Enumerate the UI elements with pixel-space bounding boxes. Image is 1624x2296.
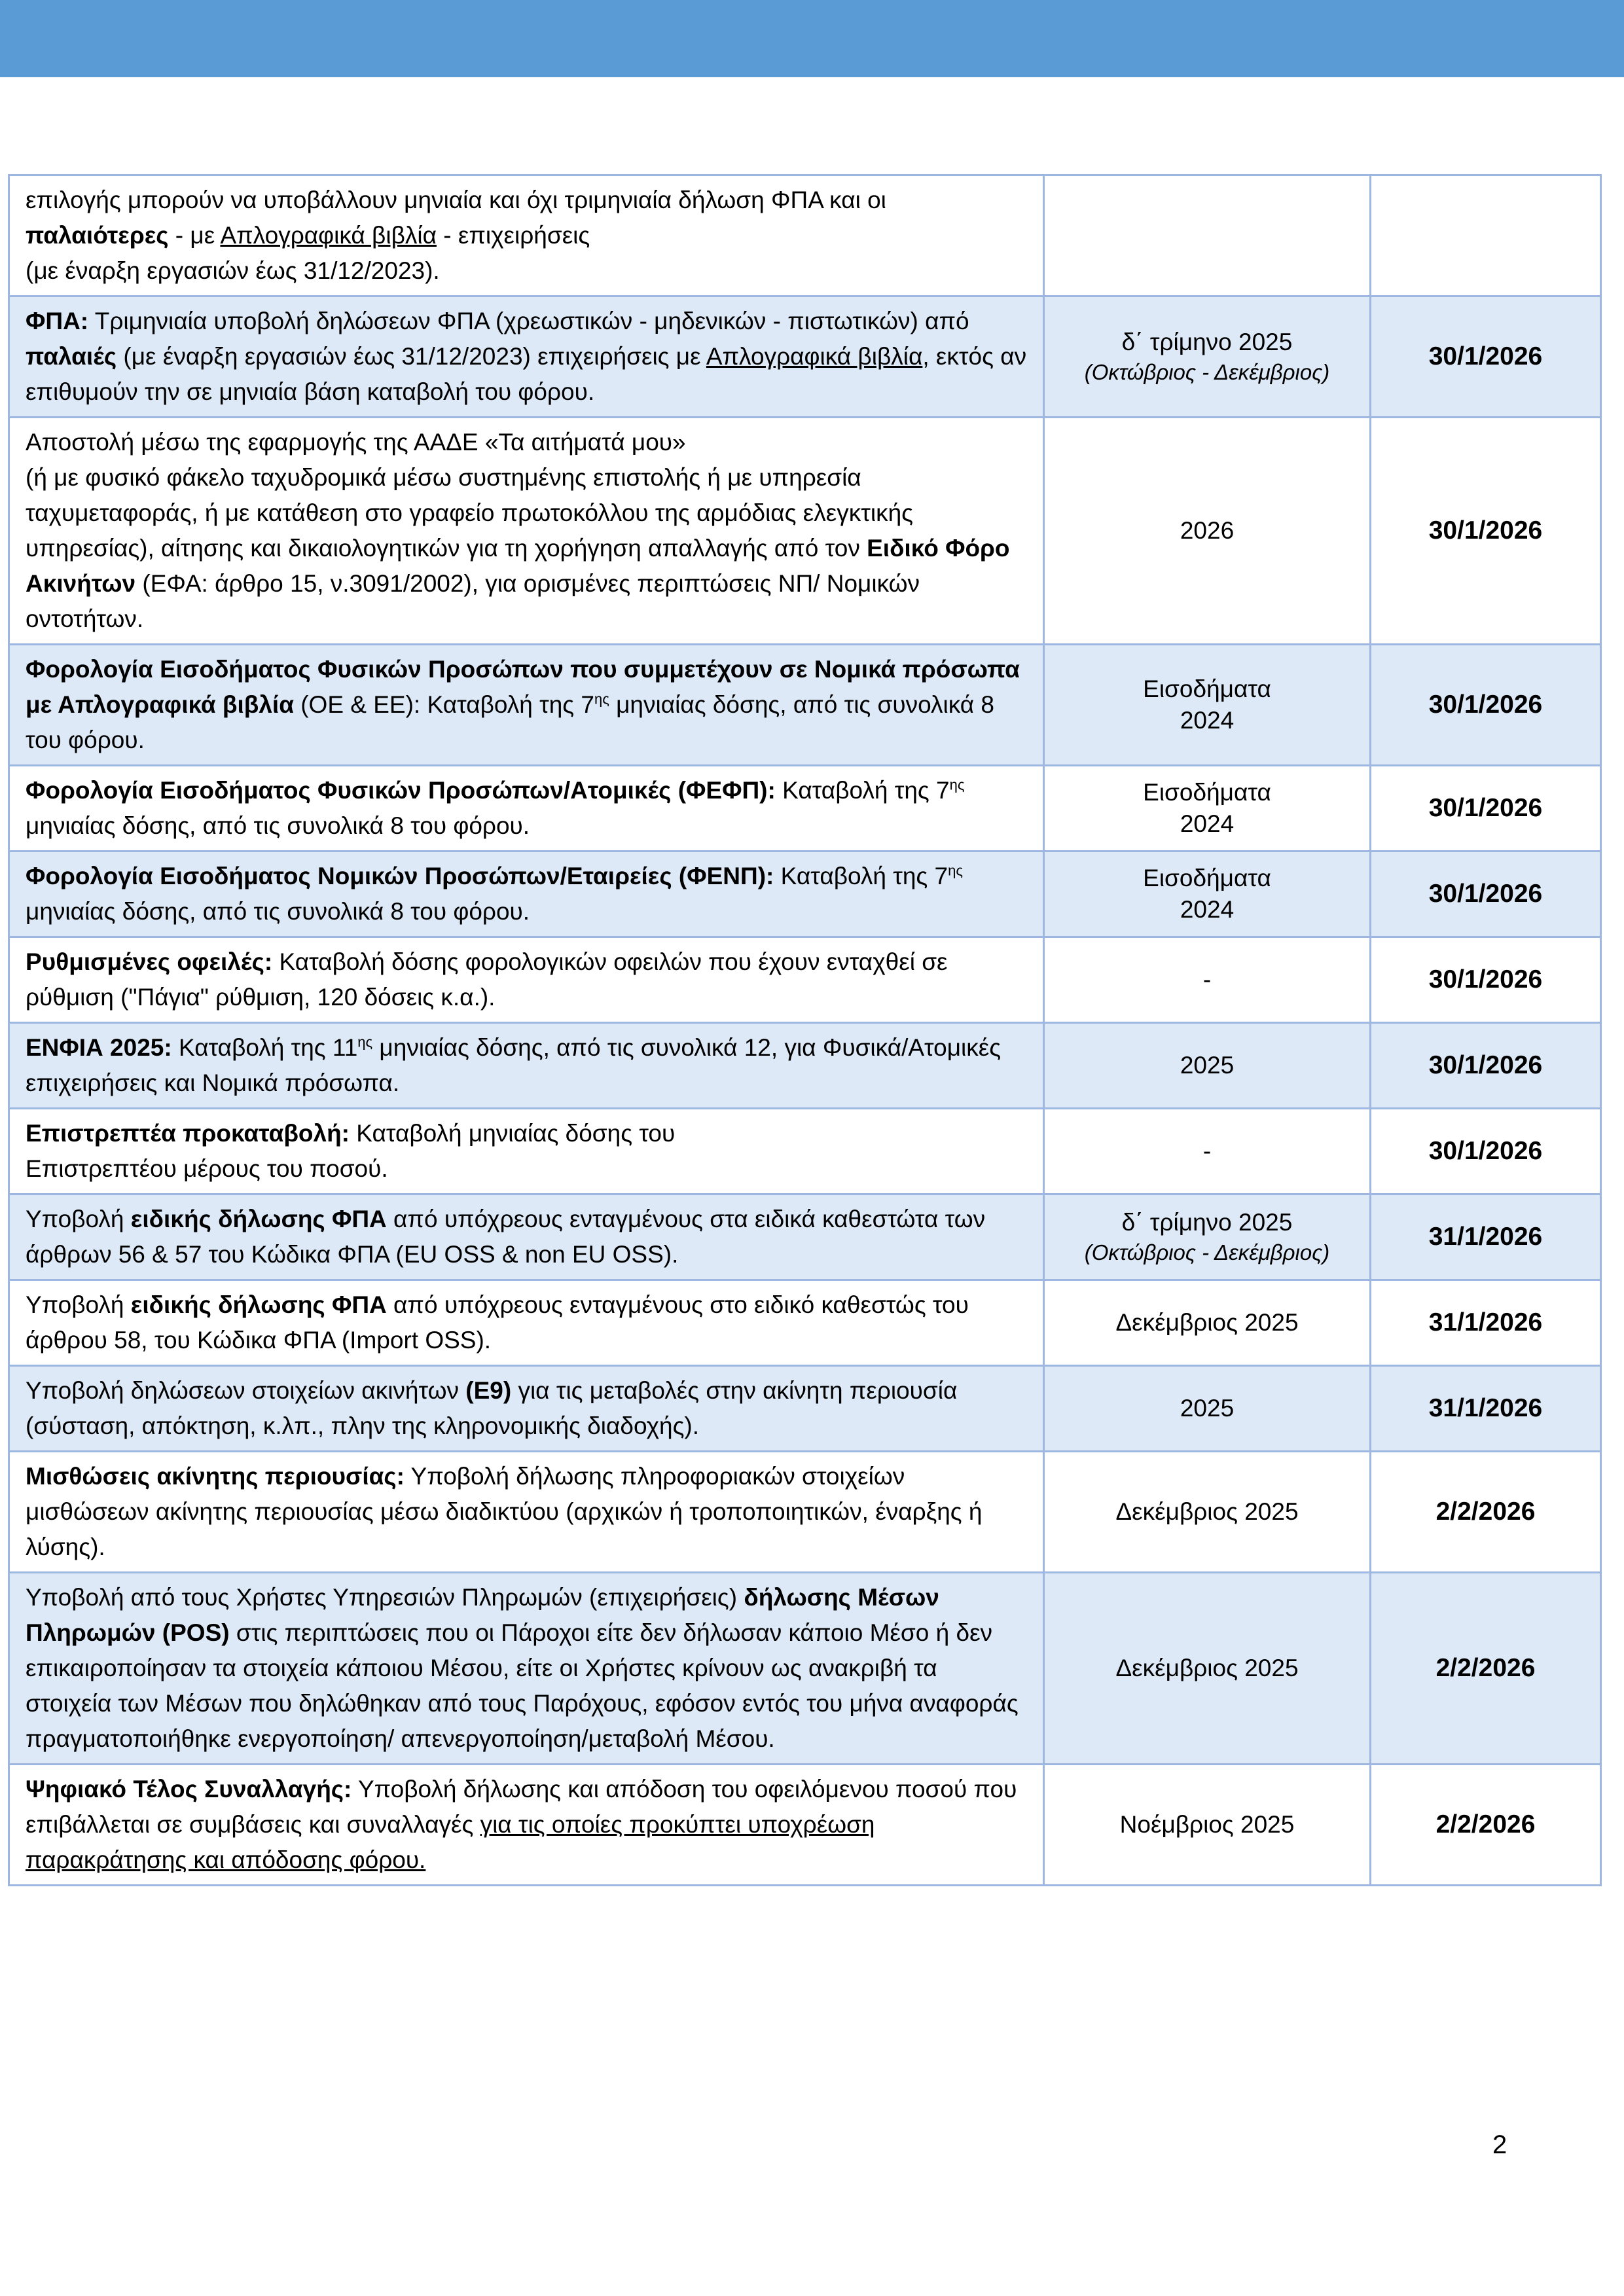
reference-period (1044, 1109, 1371, 1194)
table-row (9, 1573, 1601, 1765)
obligation-description (9, 1109, 1044, 1194)
ordinal-suffix: ης (948, 862, 963, 879)
period-label: - (1202, 966, 1212, 993)
bold-text: Ρυθμισμένες οφειλές: (26, 948, 273, 975)
text-segment: μηνιαίας δόσης, από τις συνολικά 8 του φόρου. (26, 898, 530, 925)
period-label: Νοέμβριος 2025 (1119, 1811, 1295, 1838)
reference-period (1044, 1366, 1371, 1452)
underlined-text: Απλογραφικά βιβλία (220, 222, 437, 249)
table-row (9, 1765, 1601, 1886)
obligation-description (9, 1366, 1044, 1452)
text-segment: Υποβολή δήλωσης και απόδοση του οφειλόμενου ποσού που επιβάλλεται σε συμβάσεις και συναλλαγές (26, 1776, 1017, 1838)
table-row (9, 1452, 1601, 1573)
table-row (9, 1280, 1601, 1366)
bold-text: Φορολογία Εισοδήματος Φυσικών Προσώπων/Ατομικές (ΦΕΦΠ): (26, 777, 776, 804)
bold-text: δήλωσης Μέσων Πληρωμών (POS) (26, 1584, 939, 1646)
text-segment: μηνιαίας δόσης, από τις συνολικά 8 του φόρου. (26, 812, 530, 839)
bold-text: Ειδικό Φόρο Ακινήτων (26, 535, 1010, 597)
text-segment: - επιχειρήσεις (436, 222, 590, 249)
obligation-description (9, 1194, 1044, 1280)
ordinal-suffix: ης (357, 1033, 373, 1050)
underlined-text: για τις οποίες προκύπτει υποχρέωση παρακράτησης και απόδοσης φόρου. (26, 1811, 875, 1873)
text-segment: , εκτός αν επιθυμούν την σε μηνιαία βάση καταβολή του φόρου. (26, 343, 1027, 405)
bold-text: Ψηφιακό Τέλος Συναλλαγής: (26, 1776, 352, 1803)
bold-text: ειδικής δήλωσης ΦΠΑ (130, 1291, 387, 1318)
text-segment: μηνιαίας δόσης, από τις συνολικά 8 του φόρου. (26, 691, 994, 753)
period-label: Δεκέμβριος 2025 (1115, 1309, 1299, 1336)
due-date: 31/1/2026 (1371, 1194, 1601, 1280)
bold-text: ειδικής δήλωσης ΦΠΑ (130, 1206, 387, 1232)
reference-period (1044, 1765, 1371, 1886)
period-label: δ΄ τρίμηνο 2025 (1121, 1209, 1293, 1236)
table-row (9, 1023, 1601, 1109)
text-segment: Υποβολή δήλωσης πληροφοριακών στοιχείων μισθώσεων ακίνητης περιουσίας μέσω διαδικτύου (αρχικών ή τροποποιητικών, έναρξης ή λύσης). (26, 1463, 983, 1560)
bold-text: παλαιότερες (26, 222, 169, 249)
text-segment: Επιστρεπτέου μέρους του ποσού. (26, 1155, 388, 1182)
obligation-description (9, 645, 1044, 766)
table-row (9, 418, 1601, 645)
obligation-description (9, 296, 1044, 418)
reference-period (1044, 937, 1371, 1023)
text-segment: Υποβολή από τους Χρήστες Υπηρεσιών Πληρωμών (επιχειρήσεις) (26, 1584, 744, 1611)
bold-text: (Ε9) (465, 1377, 512, 1404)
ordinal-suffix: ης (949, 776, 965, 793)
obligation-description (9, 418, 1044, 645)
underlined-text: Απλογραφικά βιβλία (706, 343, 923, 370)
reference-period (1044, 645, 1371, 766)
reference-period (1044, 296, 1371, 418)
text-segment: Καταβολή της 7 (774, 863, 948, 889)
text-segment: - με (168, 222, 221, 249)
period-label: Δεκέμβριος 2025 (1115, 1655, 1299, 1681)
table-row (9, 1366, 1601, 1452)
due-date: 2/2/2026 (1371, 1765, 1601, 1886)
bold-text: Μισθώσεις ακίνητης περιουσίας: (26, 1463, 405, 1490)
bold-text: ΦΠΑ: (26, 308, 89, 334)
obligation-description (9, 1452, 1044, 1573)
reference-period (1044, 175, 1371, 296)
text-segment: (ΕΦΑ: άρθρο 15, ν.3091/2002), για ορισμένες περιπτώσεις ΝΠ/ Νομικών οντοτήτων. (26, 570, 920, 632)
text-segment: Αποστολή μέσω της εφαρμογής της ΑΑΔΕ «Τα αιτήματά μου» (26, 429, 686, 456)
table-row (9, 852, 1601, 937)
due-date: 31/1/2026 (1371, 1280, 1601, 1366)
due-date: 30/1/2026 (1371, 937, 1601, 1023)
bold-text: Επιστρεπτέα προκαταβολή: (26, 1120, 350, 1147)
text-segment: Καταβολή μηνιαίας δόσης του (350, 1120, 676, 1147)
obligation-description (9, 766, 1044, 852)
reference-period (1044, 418, 1371, 645)
table-row (9, 1109, 1601, 1194)
text-segment: (με έναρξη εργασιών έως 31/12/2023) επιχειρήσεις με (117, 343, 706, 370)
obligation-description (9, 937, 1044, 1023)
text-segment (706, 343, 923, 370)
period-months: (Οκτώβριος - Δεκέμβριος) (1084, 360, 1330, 384)
header-band (0, 0, 1624, 77)
period-label: Δεκέμβριος 2025 (1115, 1498, 1299, 1525)
period-label: 2025 (1180, 1395, 1235, 1422)
reference-period (1044, 852, 1371, 937)
text-segment: μηνιαίας δόσης, από τις συνολικά 12, για Φυσικά/Ατομικές επιχειρήσεις και Νομικά πρόσωπα. (26, 1034, 1001, 1096)
due-date: 30/1/2026 (1371, 645, 1601, 766)
due-date: 30/1/2026 (1371, 1109, 1601, 1194)
bold-text: ΕΝΦΙΑ 2025: (26, 1034, 172, 1061)
reference-period (1044, 1452, 1371, 1573)
obligation-description (9, 1765, 1044, 1886)
due-date: 31/1/2026 (1371, 1366, 1601, 1452)
period-label: 2025 (1180, 1052, 1235, 1079)
text-segment: Καταβολή της 11 (171, 1034, 358, 1061)
due-date: 2/2/2026 (1371, 1452, 1601, 1573)
period-months: (Οκτώβριος - Δεκέμβριος) (1084, 1240, 1330, 1265)
period-label: Εισοδήματα 2024 (1143, 779, 1271, 837)
bold-text: παλαιές (26, 343, 117, 370)
table-row (9, 1194, 1601, 1280)
due-date: 30/1/2026 (1371, 1023, 1601, 1109)
text-segment: Καταβολή δόσης φορολογικών οφειλών που έχουν ενταχθεί σε ρύθμιση ("Πάγια" ρύθμιση, 120 δόσεις κ.α.). (26, 948, 948, 1011)
due-date: 30/1/2026 (1371, 296, 1601, 418)
table-row (9, 296, 1601, 418)
page-number: 2 (1492, 2130, 1507, 2159)
due-date: 30/1/2026 (1371, 766, 1601, 852)
text-segment: στις περιπτώσεις που οι Πάροχοι είτε δεν δήλωσαν κάποιο Μέσο ή δεν επικαιροποίησαν τα στοιχεία κάποιου Μέσου, είτε οι Χρήστες κρίνουν ως ανακριβή τα στοιχεία των Μέσων που δηλώθηκαν από τους Παρόχους, εφόσον εντός του μήνα αναφοράς πραγματοποιήθηκε ενεργοποίηση/ απενεργοποίηση/μεταβολή Μέσου. (26, 1619, 1019, 1752)
due-date: 30/1/2026 (1371, 852, 1601, 937)
reference-period (1044, 1023, 1371, 1109)
ordinal-suffix: ης (594, 691, 609, 708)
period-label: δ΄ τρίμηνο 2025 (1121, 329, 1293, 355)
obligation-description (9, 1023, 1044, 1109)
obligation-description (9, 1280, 1044, 1366)
text-segment: Τριμηνιαία υποβολή δηλώσεων ΦΠΑ (χρεωστικών - μηδενικών - πιστωτικών) από (88, 308, 969, 334)
text-segment: επιλογής μπορούν να υποβάλλουν μηνιαία και όχι τριμηνιαία δήλωση ΦΠΑ και οι (26, 187, 886, 213)
text-segment: Υποβολή δηλώσεων στοιχείων ακινήτων (26, 1377, 466, 1404)
obligation-description (9, 852, 1044, 937)
tax-deadlines-table (8, 174, 1600, 1886)
text-segment: Υποβολή (26, 1206, 131, 1232)
table-row (9, 645, 1601, 766)
text-segment: (με έναρξη εργασιών έως 31/12/2023). (26, 257, 440, 284)
bold-text: Φορολογία Εισοδήματος Νομικών Προσώπων/Εταιρείες (ΦΕΝΠ): (26, 863, 774, 889)
table-row (9, 175, 1601, 296)
due-date: 2/2/2026 (1371, 1573, 1601, 1765)
reference-period (1044, 766, 1371, 852)
period-label: Εισοδήματα 2024 (1143, 865, 1271, 923)
text-segment (220, 222, 437, 249)
obligation-description (9, 1573, 1044, 1765)
text-segment: για τις μεταβολές στην ακίνητη περιουσία (σύσταση, απόκτηση, κ.λπ., πλην της κληρονομικής διαδοχής). (26, 1377, 958, 1439)
period-label: 2026 (1180, 517, 1235, 544)
text-segment: (ΟΕ & ΕΕ): Καταβολή της 7 (293, 691, 594, 718)
text-segment: από υπόχρεους ενταγμένους στα ειδικά καθεστώτα των άρθρων 56 & 57 του Κώδικα ΦΠΑ (EU OSS & non EU OSS). (26, 1206, 986, 1268)
table-row (9, 937, 1601, 1023)
period-label: Εισοδήματα 2024 (1143, 675, 1271, 734)
due-date: 30/1/2026 (1371, 418, 1601, 645)
bold-text: Φορολογία Εισοδήματος Φυσικών Προσώπων που συμμετέχουν σε Νομικά πρόσωπα με Απλογραφικά βιβλία (26, 656, 1020, 718)
reference-period (1044, 1573, 1371, 1765)
text-segment: από υπόχρεους ενταγμένους στο ειδικό καθεστώς του άρθρου 58, του Κώδικα ΦΠΑ (Import OSS). (26, 1291, 969, 1354)
table-row (9, 766, 1601, 852)
text-segment: Καταβολή της 7 (775, 777, 950, 804)
reference-period (1044, 1280, 1371, 1366)
text-segment: (ή με φυσικό φάκελο ταχυδρομικά μέσω συστημένης επιστολής ή με υπηρεσία ταχυμεταφοράς, ή με κατάθεση στο γραφείο πρωτοκόλλου της αρμόδιας ελεγκτικής υπηρεσίας), αίτησης και δικαιολογητικών για τη χορήγηση απαλλαγής από τον (26, 464, 914, 562)
text-segment: Υποβολή (26, 1291, 131, 1318)
period-label: - (1202, 1138, 1212, 1164)
due-date (1371, 175, 1601, 296)
reference-period (1044, 1194, 1371, 1280)
obligation-description (9, 175, 1044, 296)
